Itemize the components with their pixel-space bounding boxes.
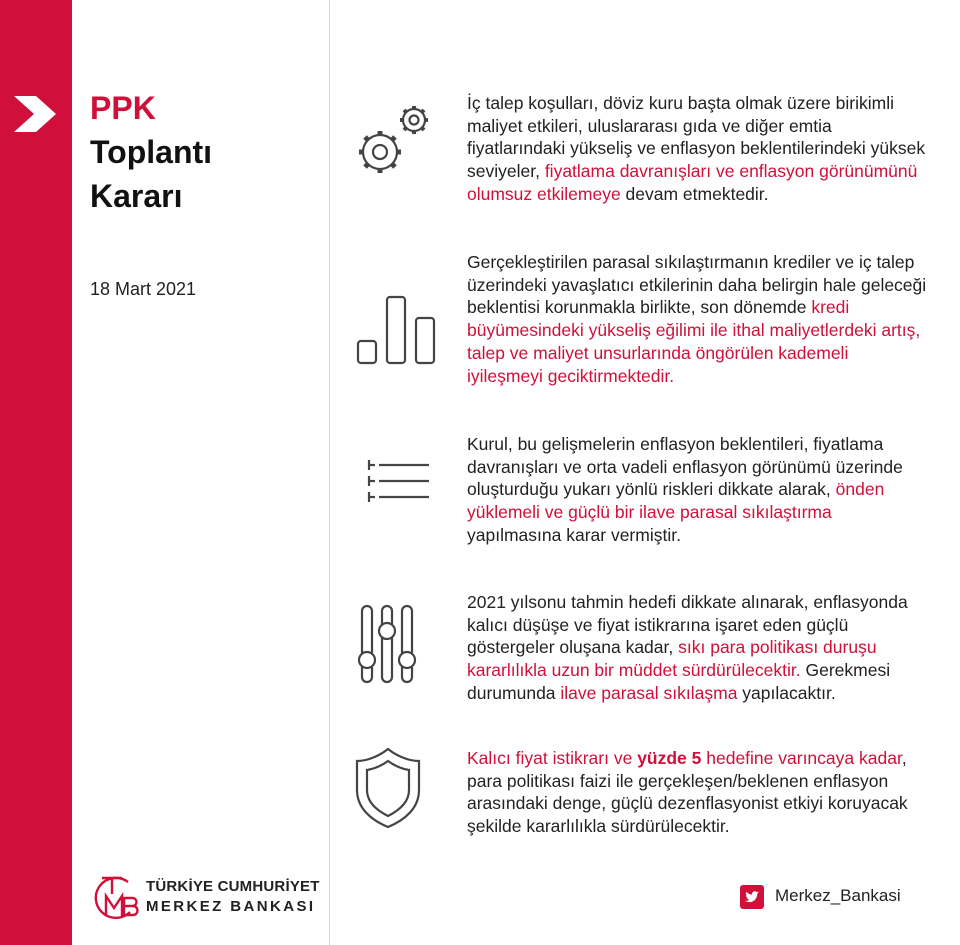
logo-text-line2: MERKEZ BANKASI (146, 898, 316, 915)
page-title-ppk: PPK (90, 90, 156, 126)
twitter-icon[interactable] (740, 885, 764, 909)
chevron-right-icon (14, 96, 56, 132)
list-icon (366, 458, 432, 504)
paragraph-1: İç talep koşulları, döviz kuru başta olmak üzere birikimli maliyet etkileri, uluslararası gıda ve diğer emtia fiyatlarındaki yükseliş ve enflasyon beklentilerindeki yüksek seviyeler, fiyatlama davranışları ve enflasyon görünümünü olumsuz etkilemeye devam etmektedir. (467, 93, 926, 204)
gears-icon (352, 100, 436, 180)
paragraph-4: 2021 yılsonu tahmin hedefi dikkate alınarak, enflasyonda kalıcı düşüşe ve fiyat istikrarına işaret eden güçlü göstergeler oluşana kadar, sıkı para politikası duruşu kararlılıkla uzun bir müddet sürdürülecektir. Gerekmesi durumunda ilave parasal sıkılaşma yapılacaktır. (467, 592, 908, 703)
sliders-icon (354, 603, 420, 685)
meeting-date: 18 Mart 2021 (90, 279, 197, 299)
bar-chart-icon (354, 294, 438, 366)
logo-text-line1: TÜRKİYE CUMHURİYET (146, 878, 320, 895)
page-title-line2: Toplantı (90, 134, 213, 170)
paragraph-5: Kalıcı fiyat istikrarı ve yüzde 5 hedefine varıncaya kadar, para politikası faizi ile gerçekleşen/beklenen enflasyon arasındaki denge, güçlü dezenflasyonist etkiyi koruyacak şekilde kararlılıkla sürdürülecektir. (467, 748, 908, 837)
paragraph-3: Kurul, bu gelişmelerin enflasyon beklentileri, fiyatlama davranışları ve orta vadeli enflasyon görünümü üzerinde oluşturduğu yukarı yönlü riskleri dikkate alarak, önden yüklemeli ve güçlü bir ilave parasal sıkılaştırma yapılmasına karar vermiştir. (467, 434, 903, 545)
column-divider (329, 0, 330, 945)
tcmb-logo (88, 872, 140, 922)
page-title-line3: Kararı (90, 178, 183, 214)
left-accent-bar (0, 0, 72, 945)
shield-icon (354, 746, 422, 830)
paragraph-2: Gerçekleştirilen parasal sıkılaştırmanın krediler ve iç talep üzerindeki yavaşlatıcı etkilerinin daha belirgin hale geleceği beklentisi korunmakla birlikte, son dönemde kredi büyümesindeki yükseliş eğilimi ile ithal maliyetlerdeki artış, talep ve maliyet unsurlarında öngörülen kademeli iyileşmeyi geciktirmektedir. (467, 252, 927, 386)
twitter-handle[interactable]: Merkez_Bankasi (775, 886, 901, 905)
